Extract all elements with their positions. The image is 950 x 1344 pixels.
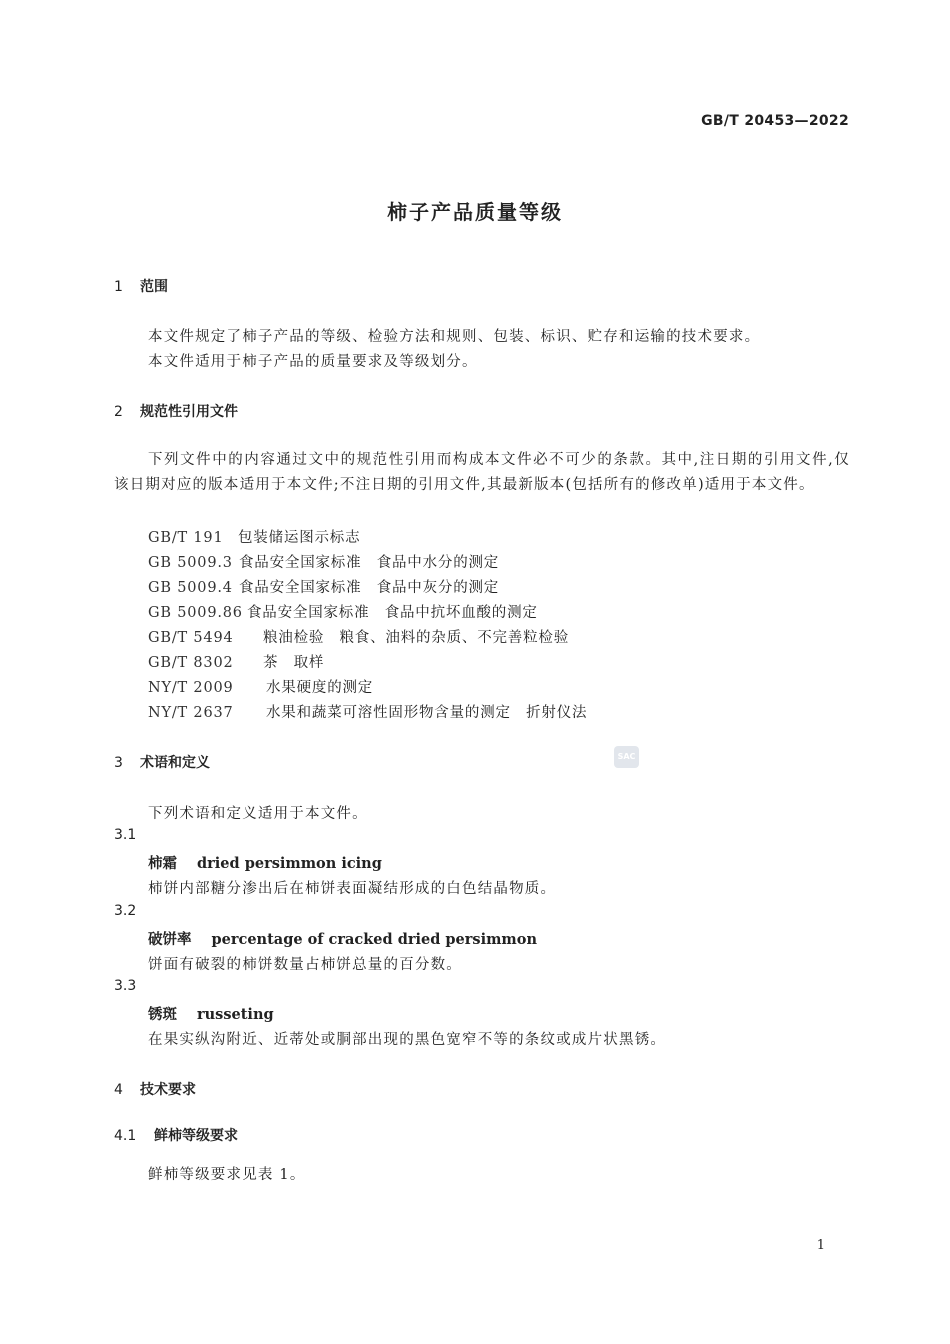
reference-item [148,651,324,672]
section-number: 3 [114,755,123,771]
reference-title: 水果和蔬菜可溶性固形物含量的测定 折射仪法 [266,705,588,721]
reference-code: NY/T 2009 [148,680,234,696]
subsection-number: 4.1 [114,1128,137,1144]
reference-item [148,576,499,597]
reference-code: GB/T 8302 [148,655,234,671]
reference-title: 水果硬度的测定 [266,680,374,696]
section-number: 4 [114,1082,123,1098]
subsection-heading-fresh-persimmon-grades [114,1125,238,1145]
reference-item [148,676,373,697]
reference-item [148,626,569,647]
scope-paragraph-1: 本文件规定了柿子产品的等级、检验方法和规则、包装、标识、贮存和运输的技术要求。 [148,329,761,345]
term-english: dried persimmon icing [197,855,382,872]
term-number: 3.1 [114,827,137,843]
reference-title: 茶 取样 [263,655,325,671]
section-heading-terms [114,752,210,772]
term-heading [148,852,382,873]
reference-code: GB/T 191 [148,530,224,546]
section-heading-normative-references [114,401,238,421]
reference-code: GB 5009.4 [148,580,233,596]
term-definition: 饼面有破裂的柿饼数量占柿饼总量的百分数。 [148,957,462,973]
term-heading [148,1003,274,1024]
references-intro: 下列文件中的内容通过文中的规范性引用而构成本文件必不可少的条款。其中,注日期的引用文件,仅该日期对应的版本适用于本文件;不注日期的引用文件,其最新版本(包括所有的修改单)适用于本文件。 [114,452,850,493]
reference-code: GB/T 5494 [148,630,234,646]
term-chinese: 锈斑 [148,1006,177,1023]
reference-title: 食品安全国家标准 食品中抗坏血酸的测定 [247,605,538,621]
reference-code: GB 5009.3 [148,555,233,571]
reference-item [148,551,499,572]
term-english: russeting [197,1006,274,1023]
reference-code: GB 5009.86 [148,605,243,621]
scope-paragraph-2: 本文件适用于柿子产品的质量要求及等级划分。 [148,354,478,370]
section-heading-technical-requirements [114,1079,196,1099]
reference-item [148,526,360,547]
reference-title: 包装储运图示标志 [238,530,361,546]
reference-code: NY/T 2637 [148,705,234,721]
section-number: 2 [114,404,123,420]
section-title: 术语和定义 [140,755,210,771]
section-number: 1 [114,279,123,295]
section-title: 规范性引用文件 [140,404,238,420]
reference-item [148,601,538,622]
reference-title: 食品安全国家标准 食品中水分的测定 [239,555,500,571]
reference-item [148,701,587,722]
reference-title: 食品安全国家标准 食品中灰分的测定 [239,580,500,596]
term-number: 3.2 [114,903,137,919]
section-heading-scope [114,276,168,296]
term-heading [148,928,537,949]
subsection-title: 鲜柿等级要求 [154,1128,238,1144]
page-number: 1 [816,1238,825,1253]
document-title: 柿子产品质量等级 [387,200,563,224]
term-chinese: 柿霜 [148,855,177,872]
terms-intro: 下列术语和定义适用于本文件。 [148,806,368,822]
section-title: 范围 [140,279,168,295]
term-definition: 柿饼内部糖分渗出后在柿饼表面凝结形成的白色结晶物质。 [148,881,557,897]
subsection-text: 鲜柿等级要求见表 1。 [148,1167,306,1183]
term-definition: 在果实纵沟附近、近蒂处或胴部出现的黑色宽窄不等的条纹或成片状黑锈。 [148,1032,667,1048]
sac-watermark-logo: SAC [614,746,639,768]
section-title: 技术要求 [140,1082,196,1098]
term-english: percentage of cracked dried persimmon [211,931,537,948]
term-number: 3.3 [114,978,137,994]
reference-title: 粮油检验 粮食、油料的杂质、不完善粒检验 [263,630,569,646]
term-chinese: 破饼率 [148,931,192,948]
standard-number: GB/T 20453—2022 [701,113,849,129]
